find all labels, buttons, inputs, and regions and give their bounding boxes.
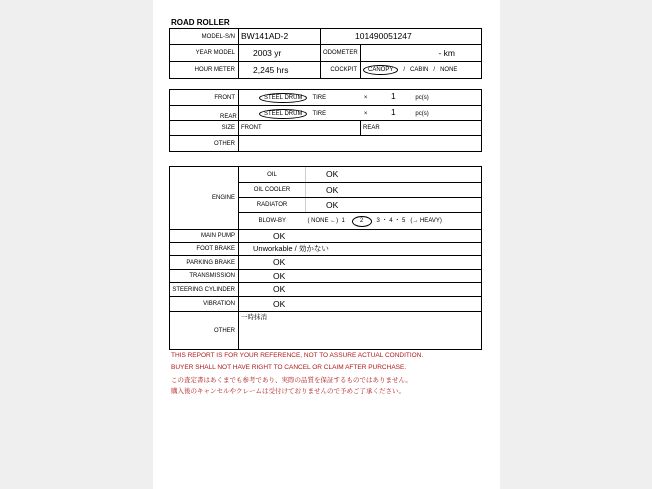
size-rear: REAR [361, 121, 482, 136]
mainpump-label: MAIN PUMP [170, 230, 239, 243]
blowby-level-2-selected: 2 [352, 216, 372, 227]
year-label: YEAR MODEL [170, 45, 239, 62]
wheels-table [169, 89, 482, 152]
transmission-label: TRANSMISSION [170, 270, 239, 283]
rear-config [239, 106, 482, 121]
rear-label: REAR [170, 106, 239, 121]
document-title: ROAD ROLLER [171, 18, 230, 27]
parkingbrake-value: OK [239, 256, 482, 270]
mainpump-value: OK [239, 230, 482, 243]
footbrake-label: FOOT BRAKE [170, 243, 239, 256]
wheels-other-label: OTHER [170, 136, 239, 152]
cockpit-sep1: / [403, 67, 406, 73]
cockpit-option-none: NONE [440, 67, 458, 73]
blowby-none: ( NONE ←) [307, 217, 339, 224]
blowby-level-5: 5 [401, 217, 406, 224]
size-label: SIZE [170, 121, 239, 136]
vibration-value: OK [239, 297, 482, 312]
disclaimer-line-2: BUYER SHALL NOT HAVE RIGHT TO CANCEL OR CLAIM AFTER PURCHASE. [171, 364, 407, 371]
transmission-value: OK [239, 270, 482, 283]
cockpit-label: COCKPIT [321, 62, 361, 79]
size-front: FRONT [239, 121, 361, 136]
engine-label: ENGINE [170, 167, 239, 230]
hour-value: 2,245 hrs [239, 62, 321, 79]
rear-unit: pc(s) [415, 110, 429, 117]
oilcooler-label: OIL COOLER [239, 183, 306, 198]
rear-tire: TIRE [312, 110, 327, 117]
odometer-value: - km [361, 45, 482, 62]
vibration-label: VIBRATION [170, 297, 239, 312]
front-unit: pc(s) [415, 95, 429, 101]
oil-label: OIL [239, 167, 306, 183]
model-label: MODEL-S/N [170, 29, 239, 45]
condition-other-value: 一時抹消 [239, 312, 482, 350]
cockpit-options [361, 62, 482, 79]
footbrake-value: Unworkable / 効かない [239, 243, 482, 256]
info-table [169, 28, 482, 79]
blowby-label: BLOW-BY [239, 213, 306, 230]
hour-label: HOUR METER [170, 62, 239, 79]
odometer-label: ODOMETER [321, 45, 361, 62]
blowby-dot2: ・ [394, 217, 401, 224]
condition-other-label: OTHER [170, 312, 239, 350]
condition-table [169, 166, 482, 350]
radiator-value: OK [306, 198, 482, 213]
steering-label: STEERING CYLINDER [170, 283, 239, 297]
model-value: BW141AD-2 [239, 29, 321, 45]
front-config [239, 90, 482, 106]
front-drum: STEEL DRUM [259, 93, 307, 103]
parkingbrake-label: PARKING BRAKE [170, 256, 239, 270]
blowby-scale [306, 213, 482, 230]
disclaimer-line-4: 購入後のキャンセルやクレームは受付けておりませんので予めご了承ください。 [171, 388, 405, 395]
cockpit-selected: CANOPY [363, 65, 398, 75]
cockpit-sep2: / [433, 67, 436, 73]
wheels-other-value [239, 136, 482, 152]
disclaimer-line-3: この査定書はあくまでも参考であり、実際の品質を保証するものではありません。 [171, 377, 412, 384]
year-value: 2003 yr [239, 45, 321, 62]
blowby-level-1: 1 [341, 217, 345, 224]
front-qty: 1 [391, 91, 396, 101]
blowby-level-4: 4 [389, 217, 393, 224]
rear-drum: STEEL DRUM [259, 109, 307, 119]
blowby-heavy: (→ HEAVY) [410, 217, 442, 224]
front-multiplier: × [363, 95, 368, 101]
front-tire: TIRE [312, 95, 327, 101]
blowby-level-3: 3 [376, 217, 380, 224]
rear-multiplier: × [363, 110, 368, 117]
oilcooler-value: OK [306, 183, 482, 198]
front-label: FRONT [170, 90, 239, 106]
disclaimer-line-1: THIS REPORT IS FOR YOUR REFERENCE, NOT TO ASSURE ACTUAL CONDITION. [171, 352, 424, 359]
steering-value: OK [239, 283, 482, 297]
serial-value: 101490051247 [321, 29, 482, 45]
rear-qty: 1 [391, 106, 396, 117]
blowby-dot1: ・ [381, 217, 388, 224]
cockpit-option-cabin: CABIN [410, 67, 429, 73]
radiator-label: RADIATOR [239, 198, 306, 213]
oil-value: OK [306, 167, 482, 183]
